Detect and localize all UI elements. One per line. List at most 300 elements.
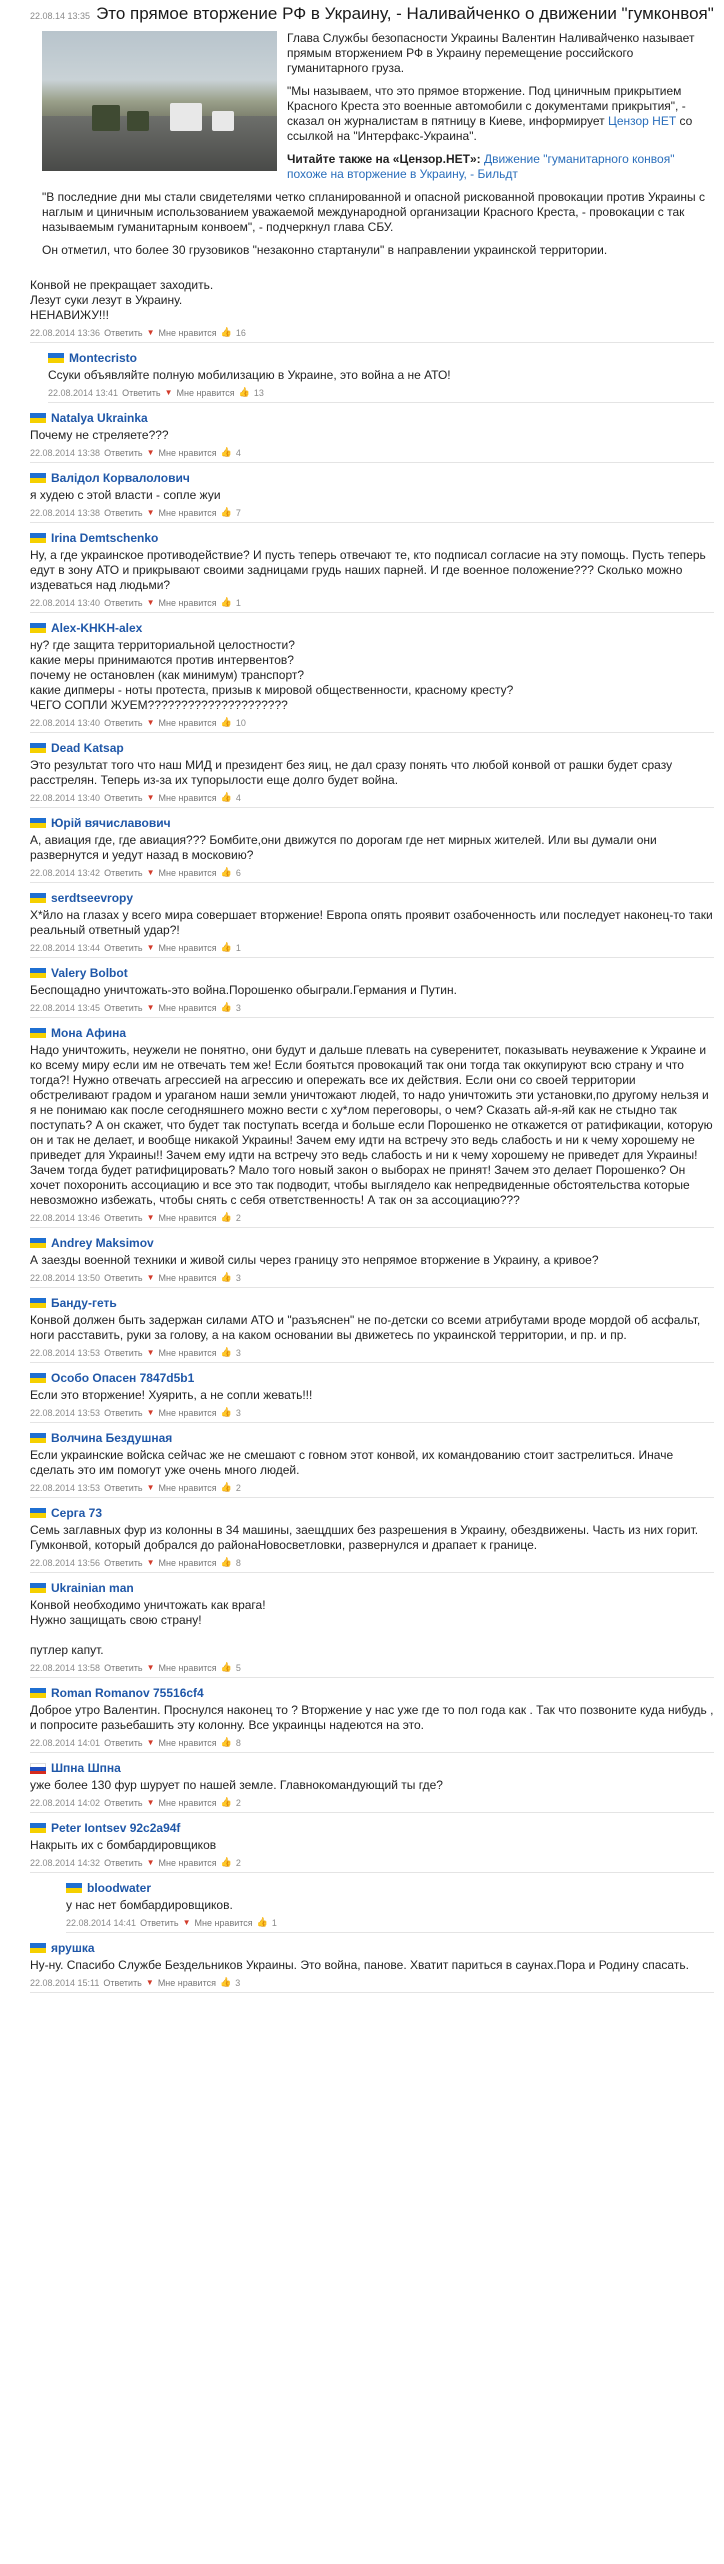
comment [30, 530, 714, 613]
like-count: 8 [235, 1557, 241, 1568]
comment [30, 276, 714, 343]
comment-divider [66, 1932, 714, 1933]
reply-button[interactable]: Ответить [104, 717, 143, 728]
comment-divider [30, 1812, 714, 1813]
comment-author[interactable]: Валідол Корвалолович [51, 471, 190, 485]
thumbs-up-icon[interactable]: 👍 [220, 447, 232, 457]
comment-meta [30, 1347, 714, 1358]
article-paragraph: Он отметил, что более 30 грузовиков "незаконно стартанули" в направлении украинской территории. [42, 243, 608, 257]
dropdown-arrow-icon[interactable]: ▼ [146, 868, 155, 877]
comment-author[interactable]: ярушка [51, 1941, 95, 1955]
comment [30, 410, 714, 463]
truck-shape [170, 103, 202, 131]
article-photo [42, 31, 277, 171]
reply-button[interactable]: Ответить [104, 1347, 143, 1358]
comment-author[interactable]: Юрій вячиславович [51, 816, 171, 830]
comment-time: 22.08.2014 13:56 [30, 1557, 101, 1568]
like-button[interactable]: Мне нравится [158, 507, 217, 518]
comment-header [30, 1295, 714, 1311]
reply-button[interactable]: Ответить [104, 1212, 143, 1223]
comment-meta [48, 387, 714, 398]
like-count: 3 [235, 1347, 241, 1358]
comment-divider [30, 1992, 714, 1993]
comment-header [30, 965, 714, 981]
like-button[interactable]: Мне нравится [157, 1977, 216, 1988]
comment-time: 22.08.2014 13:40 [30, 717, 101, 728]
read-also-link[interactable]: Движение "гуманитарного конвоя" похоже на вторжение в Украину, - Бильдт [287, 152, 675, 181]
dropdown-arrow-icon[interactable]: ▼ [146, 1858, 155, 1867]
ukraine-flag-icon [30, 1298, 46, 1308]
reply-button[interactable]: Ответить [104, 867, 143, 878]
thumbs-up-icon[interactable]: 👍 [220, 597, 232, 607]
ukraine-flag-icon [30, 1238, 46, 1248]
ukraine-flag-icon [30, 968, 46, 978]
ukraine-flag-icon [30, 1028, 46, 1038]
comment-text: Доброе утро Валентин. Проснулся наконец то ? Вторжение у нас уже где то пол года как . Так что позвоните куда нибудь , и попросите разьебашить эту колонну. Все украинцы надеются на это. [30, 1703, 714, 1732]
comment [30, 1295, 714, 1363]
comment-text: Это результат того что наш МИД и президент без яиц, не дал сразу понять что любой конвой от рашки будет сразу расстрелян. Теперь из-за их тупорылости еще долго будет война. [30, 758, 673, 787]
comment-meta [30, 327, 714, 338]
comment [30, 1760, 714, 1813]
comment-header [30, 1430, 714, 1446]
comment [30, 470, 714, 523]
reply-button[interactable]: Ответить [104, 792, 143, 803]
comment-header [48, 350, 714, 366]
dropdown-arrow-icon[interactable]: ▼ [164, 388, 173, 397]
like-count: 1 [235, 942, 241, 953]
comment-time: 22.08.2014 13:53 [30, 1482, 101, 1493]
ukraine-flag-icon [66, 1883, 82, 1893]
comment-divider [30, 522, 714, 523]
comment-text: Накрыть их с бомбардировщиков [30, 1838, 217, 1852]
like-button[interactable]: Мне нравится [158, 792, 217, 803]
comment-text: Конвой должен быть задержан силами АТО и "разъяснен" не по-детски со всеми атрибутами вроде мордой об асфальт, ноги расставить, руки за голову, а на каком основании вы движетесь по украинской территории, и пр. и пр. [30, 1313, 701, 1342]
truck-shape [212, 111, 234, 131]
comment-meta [30, 507, 714, 518]
dropdown-arrow-icon[interactable]: ▼ [146, 1408, 155, 1417]
comment-author[interactable]: Ukrainian man [51, 1581, 134, 1595]
comment-meta [30, 1212, 714, 1223]
quote-text-tail: со ссылкой на "Интерфакс-Украина". [287, 114, 693, 143]
thumbs-up-icon[interactable]: 👍 [220, 1002, 232, 1012]
like-button[interactable]: Мне нравится [158, 942, 217, 953]
thumbs-up-icon[interactable]: 👍 [220, 1797, 232, 1807]
like-count: 7 [235, 507, 241, 518]
comment-text: А заезды военной техники и живой силы через границу это непрямое вторжение в Украину, а кривое? [30, 1253, 599, 1267]
ukraine-flag-icon [30, 1583, 46, 1593]
read-also-label: Читайте также на «Цензор.НЕТ»: [287, 152, 481, 166]
dropdown-arrow-icon[interactable]: ▼ [146, 1213, 155, 1222]
comment-header [30, 1235, 714, 1251]
reply-button[interactable]: Ответить [104, 1482, 143, 1493]
comment [30, 1370, 714, 1423]
comment-divider [30, 462, 714, 463]
comment-author[interactable]: Andrey Maksimov [51, 1236, 154, 1250]
reply-button[interactable]: Ответить [104, 507, 143, 518]
comment-divider [30, 1227, 714, 1228]
truck-shape [92, 105, 120, 131]
comment-meta [30, 1407, 714, 1418]
comment-time: 22.08.2014 13:53 [30, 1347, 101, 1358]
like-button[interactable]: Мне нравится [158, 1557, 217, 1568]
ukraine-flag-icon [30, 413, 46, 423]
comment-meta [30, 1482, 714, 1493]
comment-text: Семь заглавных фур из колонны в 34 машины, заещдших без разрешения в Украину, обездвижены. Часть из них горит. Гумконвой, который добрался до районаНовосветловки, развернулся и драпает к границе. [30, 1523, 699, 1552]
like-count: 1 [271, 1917, 277, 1928]
like-button[interactable]: Мне нравится [158, 1272, 217, 1283]
comment-text: Ну, а где украинское противодействие? И пусть теперь отвечают те, кто подписал согласие на эту помощь. Пусть теперь едут в зону АТО и прикрывают своими задницами грудь наших парней. И где военное положение??? Сколько можно издеваться над людьми? [30, 548, 706, 592]
dropdown-arrow-icon[interactable]: ▼ [146, 1348, 155, 1357]
comment-author[interactable]: Шпна Шпна [51, 1761, 121, 1775]
article-paragraph: "В последние дни мы стали свидетелями четко спланированной и опасной рискованной провокации против Украины с наглым и циничным использованием уважаемой международной организации Красного Креста, - провокации с так называемым гуманитарным конвоем", - подчеркнул глава СБУ. [42, 190, 705, 234]
thumbs-up-icon[interactable]: 👍 [220, 1272, 232, 1282]
comment-text: Ну-ну. Спасибо Службе Бездельников Украины. Это война, панове. Хватит париться в саунах.Пора и Родину спасать. [30, 1958, 689, 1972]
comment-meta [30, 717, 714, 728]
reply-button[interactable]: Ответить [104, 1797, 143, 1808]
comment-text: Х*йло на глазах у всего мира совершает вторжение! Европа опять проявит озабоченность или последует наконец-то таки реальный ответный удар?! [30, 908, 713, 937]
like-count: 13 [253, 387, 264, 398]
reply-button[interactable]: Ответить [104, 1857, 143, 1868]
like-count: 10 [235, 717, 246, 728]
dropdown-arrow-icon[interactable]: ▼ [146, 1558, 155, 1567]
comment-time: 22.08.2014 13:50 [30, 1272, 101, 1283]
comment-time: 22.08.2014 13:40 [30, 792, 101, 803]
comment-meta [30, 1737, 714, 1748]
comment-header [30, 740, 714, 756]
like-button[interactable]: Мне нравится [158, 1857, 217, 1868]
comment-meta [30, 1002, 714, 1013]
comment-meta [30, 792, 714, 803]
comment-divider [30, 1752, 714, 1753]
comment-divider [48, 402, 714, 403]
comment-time: 22.08.2014 15:11 [30, 1977, 100, 1988]
comment-time: 22.08.2014 13:41 [48, 387, 119, 398]
comment-header [30, 1370, 714, 1386]
truck-shape [127, 111, 149, 131]
thumbs-up-icon[interactable]: 👍 [220, 1737, 232, 1747]
comment-time: 22.08.2014 13:53 [30, 1407, 101, 1418]
thumbs-up-icon[interactable]: 👍 [220, 717, 232, 727]
like-count: 16 [235, 327, 246, 338]
comment-text: я худею с этой власти - сопле жуи [30, 488, 221, 502]
comment-text: Ссуки объявляйте полную мобилизацию в Украине, это война а не АТО! [48, 368, 451, 382]
comment-meta [30, 1557, 714, 1568]
reply-button[interactable]: Ответить [104, 1662, 143, 1673]
comment-author[interactable]: Банду-геть [51, 1296, 117, 1310]
article-time: 22.08.14 13:35 [30, 11, 91, 21]
comment [30, 1685, 714, 1753]
like-count: 2 [235, 1857, 241, 1868]
comment-divider [30, 882, 714, 883]
comment-time: 22.08.2014 13:46 [30, 1212, 101, 1223]
like-count: 4 [235, 447, 241, 458]
comment-text: Если украинские войска сейчас же не смешают с говном этот конвой, их командованию стоит застрелиться. Иначе сделать это им помогут уже очень много людей. [30, 1448, 674, 1477]
comment-header [30, 1685, 714, 1701]
comment [30, 965, 714, 1018]
comment-header [30, 530, 714, 546]
russia-flag-icon [30, 1763, 46, 1773]
ukraine-flag-icon [30, 623, 46, 633]
comment [66, 1880, 714, 1933]
quote-text: "Мы называем, что это прямое вторжение. Под циничным прикрытием Красного Креста это военные автомобили с документами прикрытия", - сказал он журналистам в пятницу в Киеве, информирует [287, 84, 686, 128]
dropdown-arrow-icon[interactable]: ▼ [146, 793, 155, 802]
comment-author[interactable]: Alex-KHKH-alex [51, 621, 143, 635]
comment-author[interactable]: Особо Опасен 7847d5b1 [51, 1371, 195, 1385]
comment-time: 22.08.2014 13:45 [30, 1002, 101, 1013]
comment-text: А, авиация где, где авиация??? Бомбите,они движутся по дорогам где нет мирных жителей. Или вы думали они развернутся и уедут назад в московию? [30, 833, 657, 862]
comment [48, 350, 714, 403]
dropdown-arrow-icon[interactable]: ▼ [146, 1663, 155, 1672]
thumbs-up-icon[interactable]: 👍 [220, 792, 232, 802]
reply-button[interactable]: Ответить [104, 597, 143, 608]
comment-author[interactable]: Irina Demtschenko [51, 531, 159, 545]
comment-time: 22.08.2014 13:38 [30, 447, 101, 458]
comment-text: у нас нет бомбардировщиков. [66, 1898, 233, 1912]
comment-divider [30, 1572, 714, 1573]
dropdown-arrow-icon[interactable]: ▼ [146, 1483, 155, 1492]
comment-header [30, 890, 714, 906]
like-button[interactable]: Мне нравится [158, 867, 217, 878]
comment-text: Беспощадно уничтожать-это война.Порошенко обыграли.Германия и Путин. [30, 983, 457, 997]
ukraine-flag-icon [30, 743, 46, 753]
comment-author[interactable]: Мона Афина [51, 1026, 127, 1040]
article-body [30, 31, 714, 266]
comment-author[interactable]: Peter Iontsev 92c2a94f [51, 1821, 181, 1835]
reply-button[interactable]: Ответить [104, 1737, 143, 1748]
like-button[interactable]: Мне нравится [158, 1797, 217, 1808]
ukraine-flag-icon [30, 1433, 46, 1443]
comment-time: 22.08.2014 13:38 [30, 507, 101, 518]
ukraine-flag-icon [30, 1823, 46, 1833]
comment-divider [30, 342, 714, 343]
thumbs-up-icon[interactable]: 👍 [220, 1212, 232, 1222]
article-lead: Глава Службы безопасности Украины Валентин Наливайченко называет прямым вторжением РФ в Украину перемещение российского гуманитарного груза. [287, 31, 695, 75]
like-button[interactable]: Мне нравится [158, 1407, 217, 1418]
comment-divider [30, 732, 714, 733]
like-button[interactable]: Мне нравится [158, 1002, 217, 1013]
like-count: 8 [235, 1737, 241, 1748]
reply-button[interactable]: Ответить [104, 1002, 143, 1013]
dropdown-arrow-icon[interactable]: ▼ [146, 1798, 155, 1807]
comment [30, 740, 714, 808]
comment [30, 1940, 714, 1993]
like-count: 3 [235, 1977, 241, 1988]
comment-author[interactable]: Серга 73 [51, 1506, 103, 1520]
comment [30, 1820, 714, 1873]
dropdown-arrow-icon[interactable]: ▼ [146, 598, 155, 607]
comment-meta [30, 867, 714, 878]
comment [30, 1025, 714, 1228]
comment-meta [30, 942, 714, 953]
dropdown-arrow-icon[interactable]: ▼ [146, 1738, 155, 1747]
comment-header [30, 1940, 714, 1956]
thumbs-up-icon[interactable]: 👍 [220, 1407, 232, 1417]
comment-meta [30, 1662, 714, 1673]
comment-divider [30, 1872, 714, 1873]
comment-time: 22.08.2014 14:01 [30, 1737, 101, 1748]
comment-time: 22.08.2014 14:32 [30, 1857, 101, 1868]
thumbs-up-icon[interactable]: 👍 [220, 1857, 232, 1867]
thumbs-up-icon[interactable]: 👍 [220, 1557, 232, 1567]
reply-button[interactable]: Ответить [104, 327, 143, 338]
comment-author[interactable]: serdtseevropy [51, 891, 134, 905]
comment-author[interactable]: Valery Bolbot [51, 966, 128, 980]
ukraine-flag-icon [30, 1943, 46, 1953]
comment-time: 22.08.2014 14:41 [66, 1917, 137, 1928]
comment-author[interactable]: bloodwater [87, 1881, 152, 1895]
ukraine-flag-icon [48, 353, 64, 363]
comment-divider [30, 1677, 714, 1678]
comment [30, 815, 714, 883]
comment-time: 22.08.2014 13:44 [30, 942, 101, 953]
reply-button[interactable]: Ответить [140, 1917, 179, 1928]
comment-time: 22.08.2014 13:40 [30, 597, 101, 608]
thumbs-up-icon[interactable]: 👍 [220, 1347, 232, 1357]
like-button[interactable]: Мне нравится [158, 447, 217, 458]
thumbs-up-icon[interactable]: 👍 [220, 867, 232, 877]
dropdown-arrow-icon[interactable]: ▼ [146, 508, 155, 517]
comment-time: 22.08.2014 13:42 [30, 867, 101, 878]
comment-header [30, 1820, 714, 1836]
comment [30, 890, 714, 958]
like-count: 4 [235, 792, 241, 803]
like-count: 2 [235, 1797, 241, 1808]
dropdown-arrow-icon[interactable]: ▼ [145, 1978, 154, 1987]
comment-meta [30, 447, 714, 458]
like-button[interactable]: Мне нравится [158, 1737, 217, 1748]
like-button[interactable]: Мне нравится [158, 717, 217, 728]
comment [30, 1580, 714, 1678]
comment-divider [30, 807, 714, 808]
source-link[interactable]: Цензор НЕТ [607, 114, 677, 128]
ukraine-flag-icon [30, 1373, 46, 1383]
comment-divider [30, 957, 714, 958]
comment [30, 1235, 714, 1288]
thumbs-up-icon[interactable]: 👍 [220, 942, 232, 952]
dropdown-arrow-icon[interactable]: ▼ [146, 1273, 155, 1282]
like-count: 1 [235, 597, 241, 608]
article-header [30, 4, 714, 23]
comment-header [66, 1880, 714, 1896]
comment-meta [30, 1272, 714, 1283]
thumbs-up-icon[interactable]: 👍 [220, 1482, 232, 1492]
comment-author[interactable]: Волчина Бездушная [51, 1431, 173, 1445]
comment-time: 22.08.2014 13:58 [30, 1662, 101, 1673]
comment-header [30, 1580, 714, 1596]
comment-divider [30, 1017, 714, 1018]
comment-text: Конвой не прекращает заходить. Лезут суки лезут в Украину. НЕНАВИЖУ!!! [30, 278, 214, 322]
thumbs-up-icon[interactable]: 👍 [219, 1977, 232, 1987]
comment-header [30, 470, 714, 486]
comment-divider [30, 1287, 714, 1288]
ukraine-flag-icon [30, 533, 46, 543]
comment-text: Почему не стреляете??? [30, 428, 169, 442]
comment-meta [30, 1797, 714, 1808]
ukraine-flag-icon [30, 893, 46, 903]
comment-text: ну? где защита территориальной целостности? какие меры принимаются против интервентов? почему не остановлен (как минимум) транспорт? какие дипмеры - ноты протеста, призыв к мировой общественности, красному кресту? ЧЕГО СОПЛИ ЖУЕМ????????????????????? [30, 638, 514, 712]
like-count: 3 [235, 1407, 241, 1418]
reply-button[interactable]: Ответить [104, 942, 143, 953]
comment-time: 22.08.2014 14:02 [30, 1797, 101, 1808]
road-shape [42, 116, 277, 171]
comment-meta [66, 1917, 714, 1928]
thumbs-up-icon[interactable]: 👍 [220, 327, 232, 337]
reply-button[interactable]: Ответить [104, 1272, 143, 1283]
reply-button[interactable]: Ответить [104, 1557, 143, 1568]
comment-header [30, 620, 714, 636]
comment-divider [30, 1497, 714, 1498]
like-count: 3 [235, 1002, 241, 1013]
article-title: Это прямое вторжение РФ в Украину, - Наливайченко о движении "гумконвоя" [96, 4, 714, 23]
like-button[interactable]: Мне нравится [194, 1917, 253, 1928]
comment [30, 1505, 714, 1573]
dropdown-arrow-icon[interactable]: ▼ [146, 448, 155, 457]
like-button[interactable]: Мне нравится [176, 387, 235, 398]
comment-author[interactable]: Montecristo [69, 351, 138, 365]
reply-button[interactable]: Ответить [122, 387, 161, 398]
ukraine-flag-icon [30, 473, 46, 483]
ukraine-flag-icon [30, 1508, 46, 1518]
like-button[interactable]: Мне нравится [158, 327, 217, 338]
reply-button[interactable]: Ответить [103, 1977, 142, 1988]
dropdown-arrow-icon[interactable]: ▼ [146, 718, 155, 727]
dropdown-arrow-icon[interactable]: ▼ [182, 1918, 191, 1927]
thumbs-up-icon[interactable]: 👍 [220, 1662, 232, 1672]
comment-text: Конвой необходимо уничтожать как врага! Нужно защищать свою страну! путлер капут. [30, 1598, 266, 1657]
comment-time: 22.08.2014 13:36 [30, 327, 101, 338]
dropdown-arrow-icon[interactable]: ▼ [146, 943, 155, 952]
like-button[interactable]: Мне нравится [158, 597, 217, 608]
like-count: 2 [235, 1482, 241, 1493]
article-text [30, 190, 714, 258]
comment-text: уже более 130 фур шурует по нашей земле. Главнокомандующий ты где? [30, 1778, 443, 1792]
comment-header [30, 815, 714, 831]
comment-meta [30, 1857, 714, 1868]
comments-list [30, 276, 714, 1993]
comment-author[interactable]: Dead Katsap [51, 741, 124, 755]
like-count: 2 [235, 1212, 241, 1223]
dropdown-arrow-icon[interactable]: ▼ [146, 1003, 155, 1012]
comment [30, 1430, 714, 1498]
thumbs-up-icon[interactable]: 👍 [256, 1917, 268, 1927]
like-count: 3 [235, 1272, 241, 1283]
like-button[interactable]: Мне нравится [158, 1662, 217, 1673]
ukraine-flag-icon [30, 818, 46, 828]
comment-divider [30, 1362, 714, 1363]
comment-text: Если это вторжение! Хуярить, а не сопли жевать!!! [30, 1388, 313, 1402]
like-count: 5 [235, 1662, 241, 1673]
comment [30, 620, 714, 733]
comment-author[interactable]: Roman Romanov 75516cf4 [51, 1686, 204, 1700]
dropdown-arrow-icon[interactable]: ▼ [146, 328, 155, 337]
comment-header [30, 1025, 714, 1041]
comment-author[interactable]: Natalya Ukrainka [51, 411, 148, 425]
reply-button[interactable]: Ответить [104, 447, 143, 458]
like-button[interactable]: Мне нравится [158, 1482, 217, 1493]
comment-text: Надо уничтожить, неужели не понятно, они будут и дальше плевать на суверенитет, показывать неуважение к Украине и ко всему миру если им не отвечать тем же! Если боятьтся провокаций так они тогда так оккупируют всю страну и что тогда?! Нужно отвечать агрессией на агрессию и опережать все их действия. Если они со своей территории обстреливают градом и ураганом наши земли уничтожают людей, то надо уничтожить эти установки,по другому нельзя и я не понимаю как после сегодняшнего можно вести с ху*лом переговоры, о чем? Сказать ай-я-яй как не стыдно так поступать? А он скажет, что будет так поступать всегда и больше если Порошенко не откажется от ратификации, которую он и так не делает, и вообще никакой Украины! Зачем ему идти на встречу это ведь слабость и ни к чему хорошему не приведет для Украины!! Зачем ему идти на встречу это ведь слабость и ни к чему хорошему не приведет для Украины! Зачем тогда будет ратифицировать? Мало того новый закон о выборах не принят! Зачем это делает Порошенко? Он хочет похоронить ассоциацию и все это так подводит, чтобы выглядело как непредвиденные обстоятельства которые невозможно избежать, чтобы снять с себя ответственность! А так он за ассоциацию??? [30, 1043, 713, 1207]
like-button[interactable]: Мне нравится [158, 1347, 217, 1358]
comment-header [30, 1760, 714, 1776]
like-button[interactable]: Мне нравится [158, 1212, 217, 1223]
comment-header [30, 410, 714, 426]
thumbs-up-icon[interactable]: 👍 [220, 507, 232, 517]
thumbs-up-icon[interactable]: 👍 [238, 387, 250, 397]
comment-meta [30, 597, 714, 608]
comment-divider [30, 612, 714, 613]
reply-button[interactable]: Ответить [104, 1407, 143, 1418]
comment-divider [30, 1422, 714, 1423]
like-count: 6 [235, 867, 241, 878]
